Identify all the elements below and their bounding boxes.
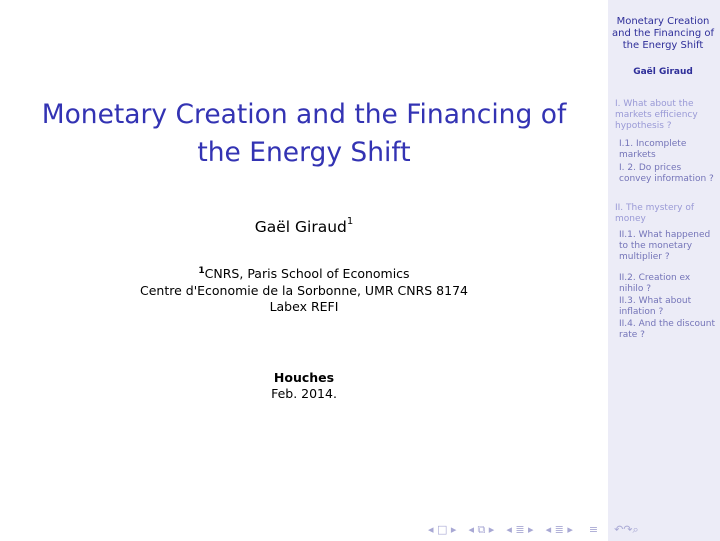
- author-name: [0, 218, 608, 236]
- sidebar-subsection-1-1[interactable]: I.1. Incomplete markets: [619, 139, 687, 160]
- beamer-navigation: [428, 522, 639, 536]
- sidebar: [608, 0, 720, 541]
- author-superscript: 1: [346, 216, 354, 227]
- sidebar-section-1[interactable]: I. What about the markets efficiency hypothesis ?: [615, 99, 698, 131]
- nav-subsection-icon[interactable]: ◂ ≣ ▸: [506, 522, 534, 536]
- sidebar-subsection-1-2[interactable]: I. 2. Do prices convey information ?: [619, 163, 714, 184]
- affiliation-text-1: CNRS, Paris School of Economics: [204, 266, 410, 282]
- affiliation-line-1: [0, 266, 608, 281]
- affiliation-line-2: Centre d'Economie de la Sorbonne, UMR CNRS 8174: [139, 283, 468, 298]
- sidebar-author[interactable]: Gaël Giraud: [633, 67, 693, 77]
- author-text: Gaël Giraud: [254, 218, 347, 237]
- sidebar-title[interactable]: Monetary Creation and the Financing of the Energy Shift: [612, 16, 714, 51]
- sidebar-subsection-2-4[interactable]: II.4. And the discount rate ?: [619, 319, 715, 340]
- affiliation-superscript: 1: [198, 266, 205, 276]
- nav-frame-icon[interactable]: ◂ ⧉ ▸: [468, 522, 495, 536]
- sidebar-section-2[interactable]: II. The mystery of money: [615, 203, 695, 224]
- sidebar-subsection-2-2[interactable]: II.2. Creation ex nihilo ?: [619, 273, 691, 294]
- nav-search-icon[interactable]: ↶↷⌕: [614, 522, 639, 536]
- sidebar-subsection-2-3[interactable]: II.3. What about inflation ?: [619, 296, 692, 317]
- date: Feb. 2014.: [271, 386, 337, 401]
- slide-title: Monetary Creation and the Financing of the Energy Shift: [41, 99, 567, 168]
- sidebar-subsection-2-1[interactable]: II.1. What happened to the monetary multiplier ?: [619, 230, 711, 262]
- nav-first-icon[interactable]: ◂ □ ▸: [428, 522, 457, 536]
- venue: Houches: [273, 370, 335, 385]
- affiliation-line-3: Labex REFI: [269, 299, 339, 314]
- nav-section-icon[interactable]: ◂ ≣ ▸: [545, 522, 573, 536]
- nav-align-icon[interactable]: ≡: [588, 522, 599, 536]
